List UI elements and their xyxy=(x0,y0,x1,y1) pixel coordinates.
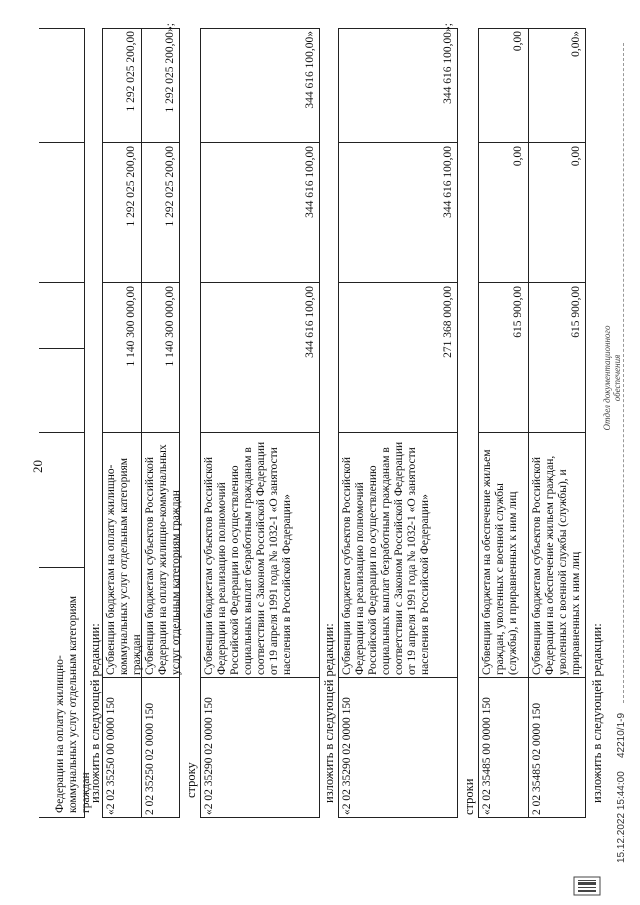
table-row-value: 271 368 000,00 xyxy=(442,286,454,358)
page-number: 20 xyxy=(30,460,45,473)
table-row: «2 02 35250 00 0000 150 xyxy=(105,697,117,815)
footer-doc-code: 42210/1-9 xyxy=(616,712,627,758)
section3-heading: изложить в следующей редакции: xyxy=(322,623,336,803)
section2-heading: строку xyxy=(184,762,198,798)
table-row: «2 02 35290 02 0000 150 xyxy=(341,697,353,815)
barcode-icon xyxy=(572,857,612,897)
table-row-value: 344 616 100,00 xyxy=(442,146,454,218)
table-row: 2 02 35485 02 0000 150 xyxy=(531,702,543,815)
section4-heading: строки xyxy=(462,778,476,815)
table-row-value: 344 616 100,00 xyxy=(304,286,316,358)
table-row-value: 0,00 xyxy=(512,146,524,167)
table-row-value: 0,00 xyxy=(570,146,582,167)
footer-timestamp: 15.12.2022 15:44:00 xyxy=(616,771,627,863)
table-row-value: 344 616 100,00» xyxy=(304,31,316,109)
table-row-name: Субвенции бюджетам субъектов Российской Федерации на обеспечение жильем граждан, уволенных с военной службы (службы), и приравненных к ним лиц xyxy=(531,455,582,675)
table-row: 2 02 35250 02 0000 150 xyxy=(144,702,156,815)
table-row-value: 344 616 100,00»; xyxy=(442,23,454,104)
table-row-value: 615 900,00 xyxy=(570,286,582,338)
stamp-line2: обеспечения xyxy=(612,354,622,402)
table-row-value: 1 140 300 000,00 xyxy=(164,286,176,367)
table-row-value: 1 292 025 200,00 xyxy=(125,31,137,112)
table-row-value: 1 292 025 200,00»; xyxy=(164,23,176,113)
table-row-value: 615 900,00 xyxy=(512,286,524,338)
table-row-value: 1 292 025 200,00 xyxy=(125,146,137,227)
table-row-name: Субвенции бюджетам на оплату жилищно-коммунальных услуг отдельным категориям граждан xyxy=(105,457,143,675)
section1-heading: изложить в следующей редакции: xyxy=(88,623,102,803)
top-row-text: Федерации на оплату жилищно-коммунальных услуг отдельным категориям граждан xyxy=(54,595,92,813)
table-row-value: 0,00» xyxy=(570,31,582,57)
rotated-document-page xyxy=(4,3,639,903)
table-row-value: 1 292 025 200,00 xyxy=(164,146,176,227)
table-row-value: 344 616 100,00 xyxy=(304,146,316,218)
table-row-value: 1 140 300 000,00 xyxy=(125,286,137,367)
table-row-name: Субвенции бюджетам на обеспечение жильем граждан, уволенных с военной службы (службы), и приравненных к ним лиц xyxy=(481,449,519,675)
table-row-name: Субвенции бюджетам субъектов Российской Федерации на реализацию полномочий Российской Федерации по осуществлению социальных выплат безработным гражданам в соответствии с Законом Российской Федерации от 19 апреля 1991 года № 1032-1 «О занятости населения в Российской Федерации» xyxy=(341,441,431,675)
table-row: «2 02 35290 02 0000 150 xyxy=(203,697,215,815)
table-3 xyxy=(338,28,458,818)
section5-heading: изложить в следующей редакции: xyxy=(590,623,604,803)
table-row-name: Субвенции бюджетам субъектов Российской Федерации на оплату жилищно-коммунальных услуг отдельным категориям граждан xyxy=(144,444,182,675)
table-2 xyxy=(200,28,320,818)
table-row-name: Субвенции бюджетам субъектов Российской Федерации на реализацию полномочий Российской Федерации по осуществлению социальных выплат безработным гражданам в соответствии с Законом Российской Федерации от 19 апреля 1991 года № 1032-1 «О занятости населения в Российской Федерации» xyxy=(203,441,293,675)
table-row-value: 0,00 xyxy=(512,31,524,52)
table-row: «2 02 35485 00 0000 150 xyxy=(481,697,493,815)
stamp-line1: Отдел документационного xyxy=(602,325,612,431)
